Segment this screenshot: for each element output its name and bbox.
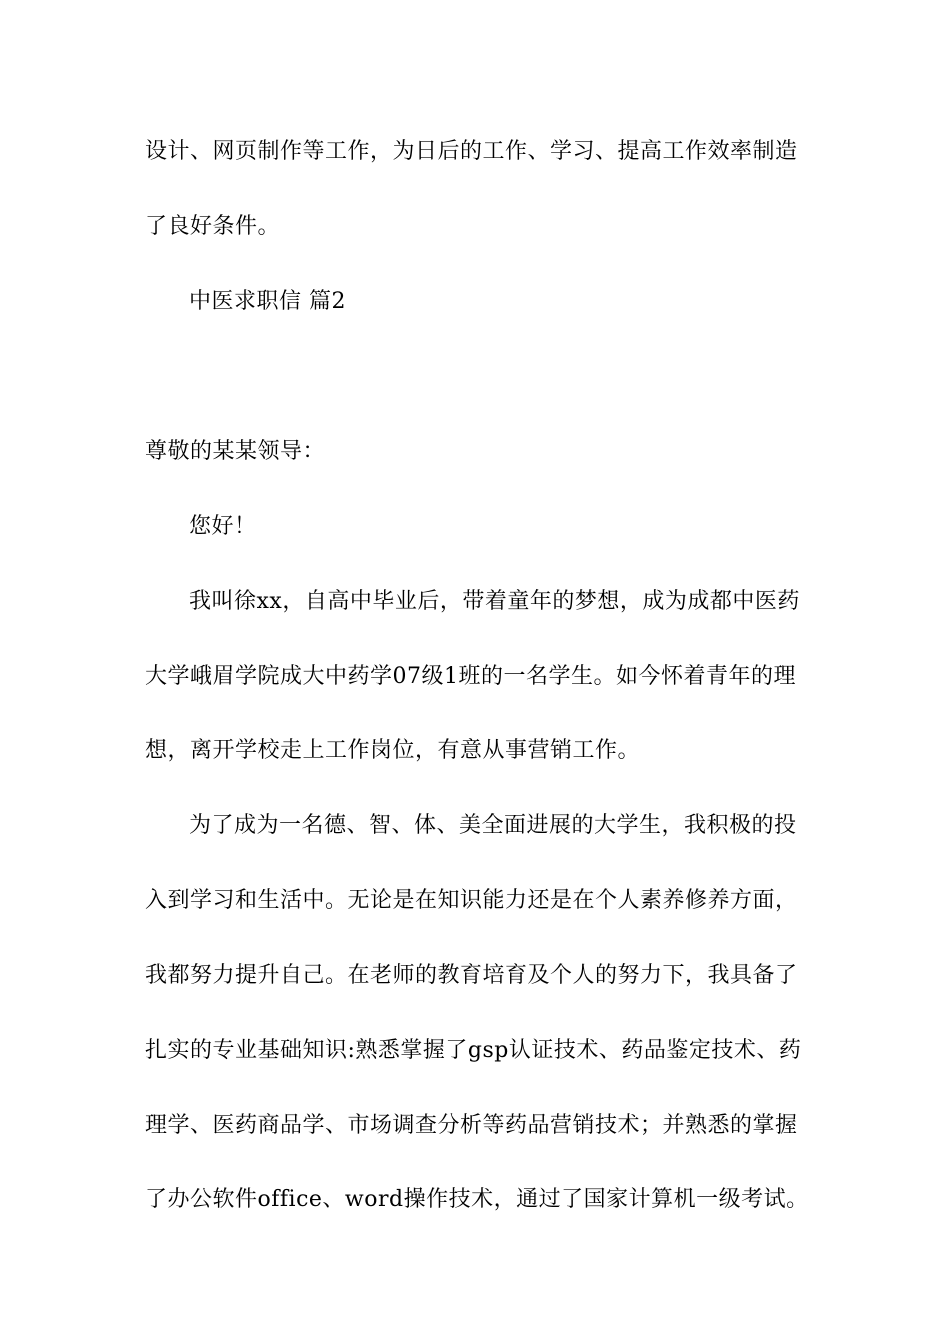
paragraph-line: 理学、医药商品学、市场调查分析等药品营销技术；并熟悉的掌握	[145, 1113, 798, 1138]
paragraph-line: 为了成为一名德、智、体、美全面进展的大学生，我积极的投	[189, 813, 797, 838]
paragraph-line: 设计、网页制作等工作，为日后的工作、学习、提高工作效率制造	[145, 139, 798, 164]
paragraph-line: 了良好条件。	[145, 214, 281, 239]
paragraph-line: 我叫徐xx，自高中毕业后，带着童年的梦想，成为成都中医药	[189, 589, 800, 614]
paragraph-line: 了办公软件office、word操作技术，通过了国家计算机一级考试。	[145, 1187, 809, 1212]
paragraph-line: 想，离开学校走上工作岗位，有意从事营销工作。	[145, 738, 641, 763]
salutation: 尊敬的某某领导：	[145, 439, 326, 464]
paragraph-line: 大学峨眉学院成大中药学07级1班的一名学生。如今怀着青年的理	[145, 664, 796, 689]
paragraph-line: 扎实的专业基础知识:熟悉掌握了gsp认证技术、药品鉴定技术、药	[145, 1038, 802, 1063]
paragraph-line: 我都努力提升自己。在老师的教育培育及个人的努力下，我具备了	[145, 963, 798, 988]
paragraph-line: 入到学习和生活中。无论是在知识能力还是在个人素养修养方面，	[145, 888, 798, 913]
section-heading: 中医求职信 篇2	[189, 289, 346, 314]
greeting: 您好！	[189, 514, 257, 539]
